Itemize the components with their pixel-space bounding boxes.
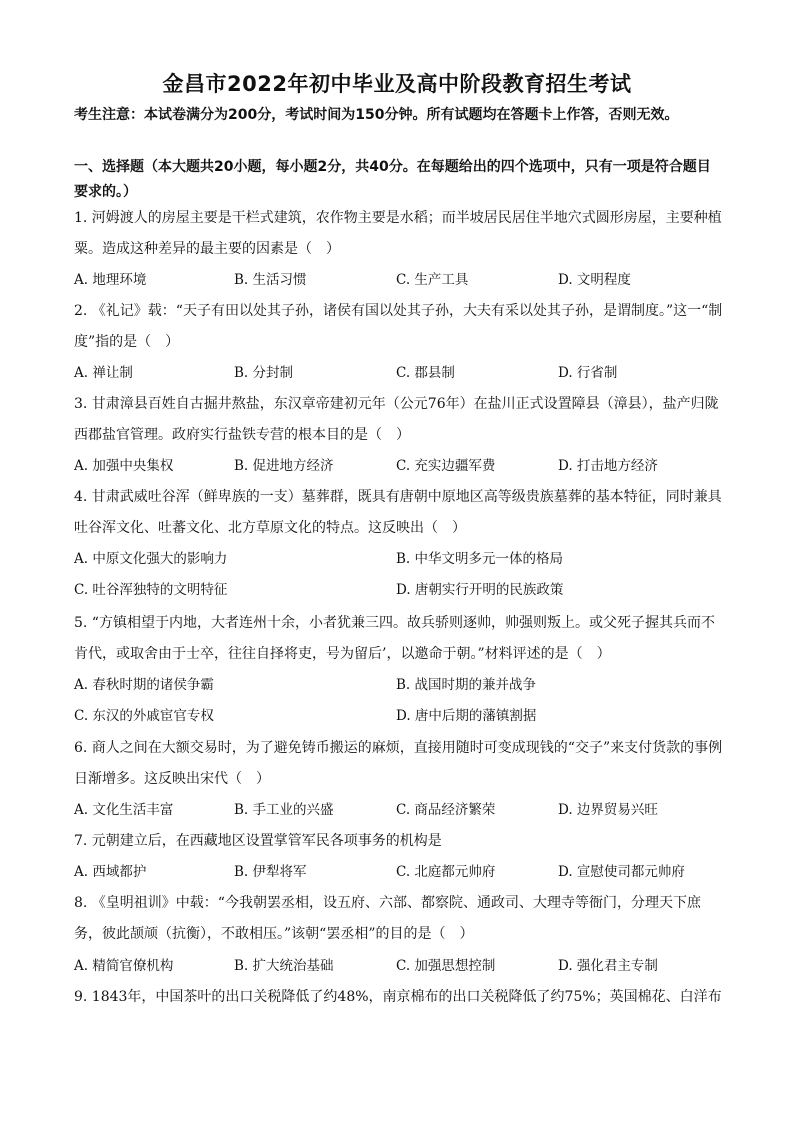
option-d: D. 打击地方经济 xyxy=(558,458,658,474)
question-1: 1. 河姆渡人的房屋主要是干栏式建筑，农作物主要是水稻；而半坡居民居住半地穴式圆形房屋，主要种植粟。造成这种差异的最主要的因素是（ ） xyxy=(74,210,722,257)
option-d: D. 宣慰使司都元帅府 xyxy=(558,864,685,880)
option-b: B. 中华文明多元一体的格局 xyxy=(396,551,564,567)
question-4-options-row2 xyxy=(74,578,724,602)
option-a: A. 禅让制 xyxy=(74,365,133,381)
question-6-options xyxy=(74,798,724,822)
option-c: C. 生产工具 xyxy=(396,272,469,288)
question-3: 3. 甘肃漳县百姓自古掘井熬盐，东汉章帝建初元年（公元76年）在盐川正式设置障县（漳县），盐产归陇西郡盐官管理。政府实行盐铁专营的根本目的是（ ） xyxy=(74,396,719,443)
question-8: 8. 《皇明祖训》中载：“今我朝罢丞相，设五府、六部、都察院、通政司、大理寺等衙门，分理天下庶务，彼此颉颃（抗衡），不敢相压。”该朝“罢丞相”的目的是（ ） xyxy=(74,895,701,942)
option-d: D. 唐朝实行开明的民族政策 xyxy=(396,582,564,598)
option-b: B. 手工业的兴盛 xyxy=(234,802,334,818)
question-6: 6. 商人之间在大额交易时，为了避免铸币搬运的麻烦，直接用随时可变成现钱的“交子”来支付货款的事例日渐增多。这反映出宋代（ ） xyxy=(74,740,723,787)
option-a: A. 加强中央集权 xyxy=(74,458,174,474)
option-b: B. 生活习惯 xyxy=(234,272,307,288)
option-c: C. 北庭都元帅府 xyxy=(396,864,496,880)
option-d: D. 文明程度 xyxy=(558,272,631,288)
option-d: D. 行省制 xyxy=(558,365,618,381)
question-5-options-row2 xyxy=(74,704,724,728)
exam-title: 金昌市2022年初中毕业及高中阶段教育招生考试 xyxy=(162,72,632,96)
option-b: B. 战国时期的兼并战争 xyxy=(396,677,537,693)
question-3-options xyxy=(74,454,724,478)
option-b: B. 伊犁将军 xyxy=(234,864,307,880)
option-c: C. 吐谷浑独特的文明特征 xyxy=(74,582,228,598)
question-2-options xyxy=(74,361,724,385)
exam-notice: 考生注意：本试卷满分为200分，考试时间为150分钟。所有试题均在答题卡上作答，否则无效。 xyxy=(74,107,679,123)
question-8-options xyxy=(74,954,724,978)
option-a: A. 文化生活丰富 xyxy=(74,802,174,818)
option-b: B. 分封制 xyxy=(234,365,294,381)
option-c: C. 加强思想控制 xyxy=(396,958,496,974)
option-b: B. 扩大统治基础 xyxy=(234,958,334,974)
question-4: 4. 甘肃武威吐谷浑（鲜卑族的一支）墓葬群，既具有唐朝中原地区高等级贵族墓葬的基本特征，同时兼具吐谷浑文化、吐蕃文化、北方草原文化的特点。这反映出（ ） xyxy=(74,489,722,536)
question-4-options-row1 xyxy=(74,547,724,571)
option-a: A. 地理环境 xyxy=(74,272,147,288)
option-c: C. 东汉的外戚宦官专权 xyxy=(74,708,214,724)
question-5: 5. “方镇相望于内地，大者连州十余，小者犹兼三四。故兵骄则逐帅，帅强则叛上。或父死子握其兵而不肯代，或取舍由于士卒，往往自择将吏，号为留后’，以邀命于朝。”材料评述的是（ ） xyxy=(74,615,715,662)
section-heading: 一、选择题（本大题共20小题，每小题2分，共40分。在每题给出的四个选项中，只有一项是符合题目要求的。） xyxy=(74,159,711,200)
option-d: D. 边界贸易兴旺 xyxy=(558,802,658,818)
option-a: A. 西域都护 xyxy=(74,864,147,880)
option-a: A. 春秋时期的诸侯争霸 xyxy=(74,677,214,693)
question-1-options xyxy=(74,268,724,292)
option-a: A. 精简官僚机构 xyxy=(74,958,174,974)
question-7-options xyxy=(74,860,724,884)
question-2: 2. 《礼记》载：“天子有田以处其子孙，诸侯有国以处其子孙，大夫有采以处其子孙，是谓制度。”这一“制度”指的是（ ） xyxy=(74,303,723,350)
option-d: D. 唐中后期的藩镇割据 xyxy=(396,708,537,724)
question-5-options-row1 xyxy=(74,673,724,697)
option-c: C. 充实边疆军费 xyxy=(396,458,496,474)
option-c: C. 郡县制 xyxy=(396,365,455,381)
question-7: 7. 元朝建立后，在西藏地区设置掌管军民各项事务的机构是 xyxy=(74,833,442,849)
option-c: C. 商品经济繁荣 xyxy=(396,802,496,818)
option-a: A. 中原文化强大的影响力 xyxy=(74,551,228,567)
question-9: 9. 1843年，中国茶叶的出口关税降低了约48%，南京棉布的出口关税降低了约75%；英国棉花、白洋布 xyxy=(74,989,722,1005)
option-b: B. 促进地方经济 xyxy=(234,458,334,474)
option-d: D. 强化君主专制 xyxy=(558,958,658,974)
